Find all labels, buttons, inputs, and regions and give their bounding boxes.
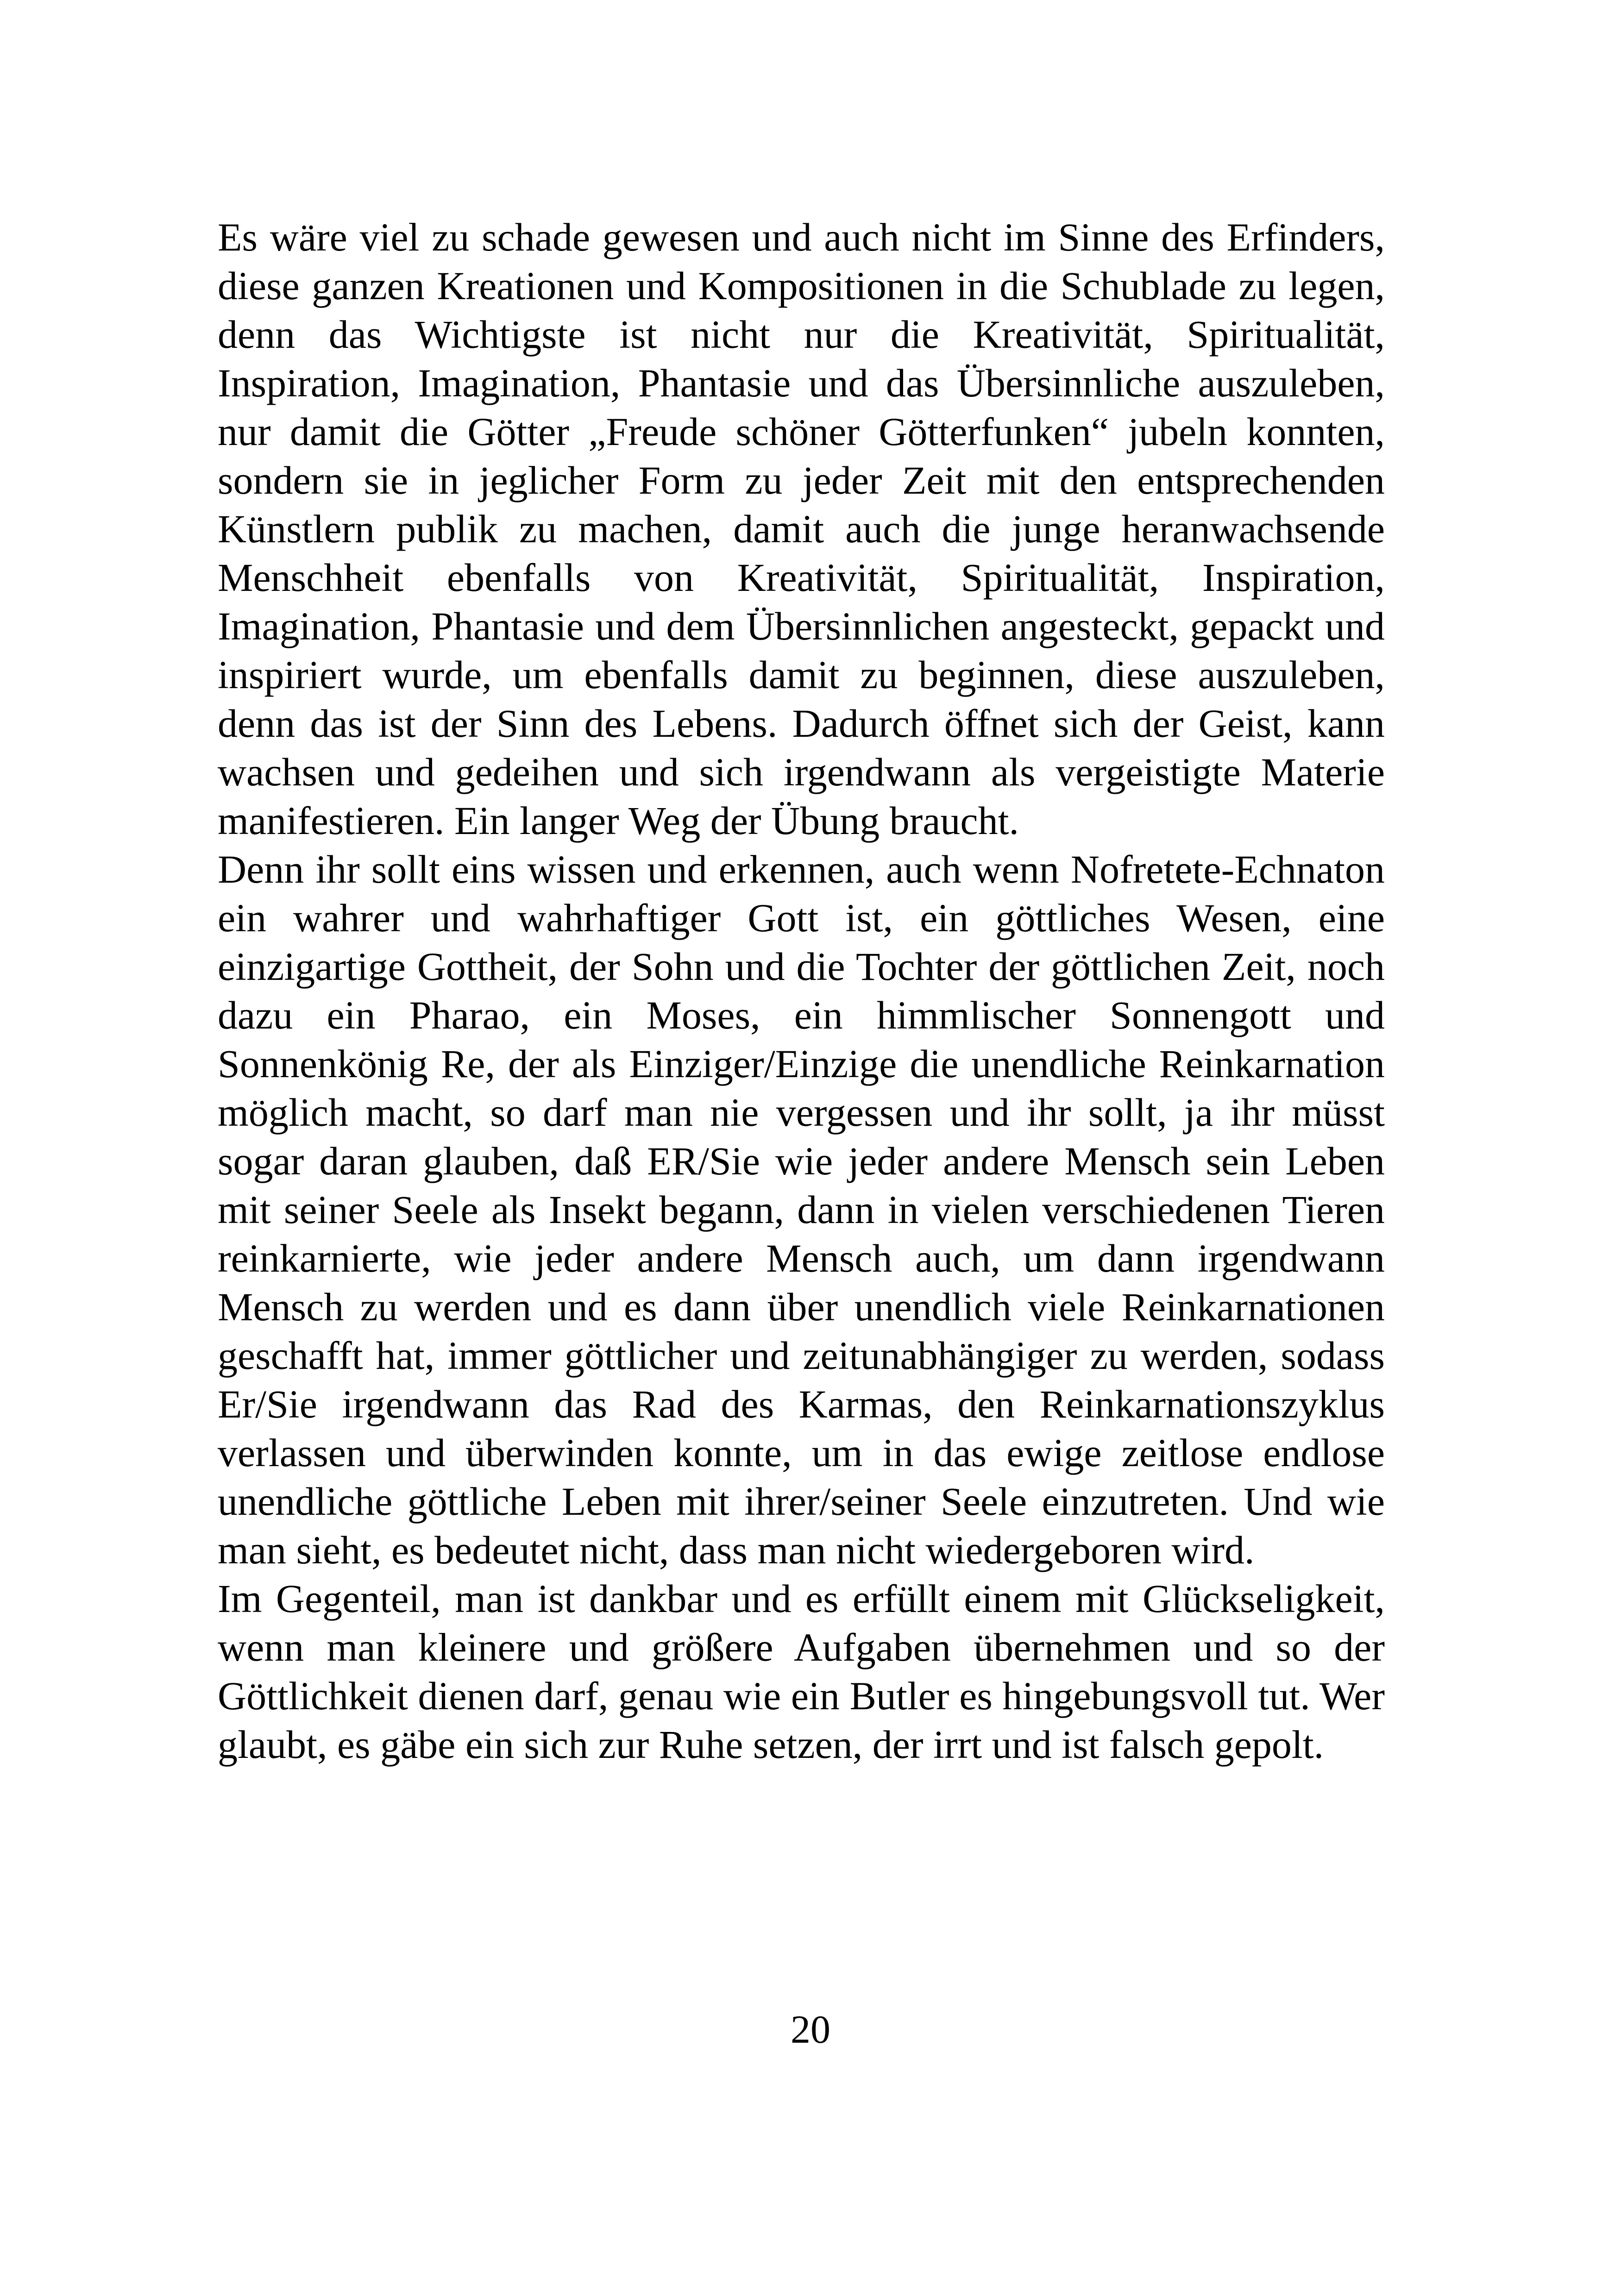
body-text <box>218 213 1385 1769</box>
paragraph-1: Es wäre viel zu schade gewesen und auch nicht im Sinne des Erfinders, diese ganzen Kreationen und Kompositionen in die Schublade zu legen, denn das Wichtigste ist nicht nur die Kreativität, Spiritualität, Inspiration, Imagination, Phantasie und das Übersinnliche auszuleben, nur damit die Götter „Freude schöner Götterfunken“ jubeln konnten, sondern sie in jeglicher Form zu jeder Zeit mit den entsprechenden Künstlern publik zu machen, damit auch die junge heranwachsende Menschheit ebenfalls von Kreativität, Spiritualität, Inspiration, Imagination, Phantasie und dem Übersinnlichen angesteckt, gepackt und inspiriert wurde, um ebenfalls damit zu beginnen, diese auszuleben, denn das ist der Sinn des Lebens. Dadurch öffnet sich der Geist, kann wachsen und gedeihen und sich irgendwann als vergeistigte Materie manifestieren. Ein langer Weg der Übung braucht. <box>218 215 1385 843</box>
paragraph-3: Im Gegenteil, man ist dankbar und es erfüllt einem mit Glückseligkeit, wenn man kleinere und größere Aufgaben übernehmen und so der Göttlichkeit dienen darf, genau wie ein Butler es hingebungsvoll tut. Wer glaubt, es gäbe ein sich zur Ruhe setzen, der irrt und ist falsch gepolt. <box>218 1576 1385 1767</box>
page-number: 20 <box>791 2007 830 2051</box>
paragraph-2: Denn ihr sollt eins wissen und erkennen, auch wenn Nofretete-Echnaton ein wahrer und wahrhaftiger Gott ist, ein göttliches Wesen, eine einzigartige Gottheit, der Sohn und die Tochter der göttlichen Zeit, noch dazu ein Pharao, ein Moses, ein himmlischer Sonnengott und Sonnenkönig Re, der als Einziger/Einzige die unendliche Reinkarnation möglich macht, so darf man nie vergessen und ihr sollt, ja ihr müsst sogar daran glauben, daß ER/Sie wie jeder andere Mensch sein Leben mit seiner Seele als Insekt begann, dann in vielen verschiedenen Tieren reinkarnierte, wie jeder andere Mensch auch, um dann irgendwann Mensch zu werden und es dann über unendlich viele Reinkarnationen geschafft hat, immer göttlicher und zeitunabhängiger zu werden, sodass Er/Sie irgendwann das Rad des Karmas, den Reinkarnationszyklus verlassen und überwinden konnte, um in das ewige zeitlose endlose unendliche göttliche Leben mit ihrer/seiner Seele einzutreten. Und wie man sieht, es bedeutet nicht, dass man nicht wiedergeboren wird. <box>218 847 1385 1572</box>
